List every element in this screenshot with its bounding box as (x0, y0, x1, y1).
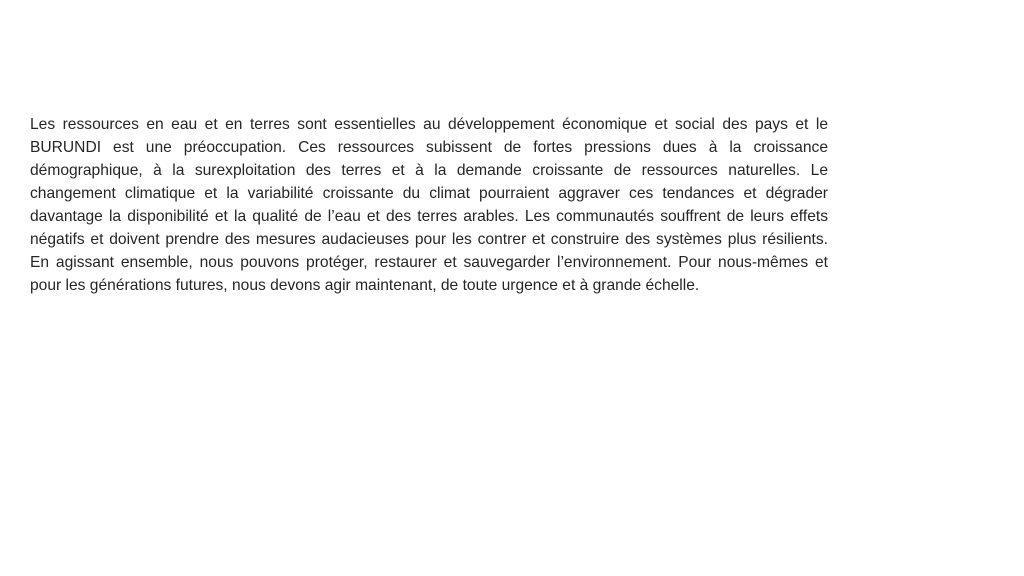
body-paragraph: Les ressources en eau et en terres sont essentielles au développement économique et social des pays et le BURUNDI est une préoccupation. Ces ressources subissent de fortes pressions dues à la croissance démographique, à la surexploitation des terres et à la demande croissante de ressources naturelles. Le changement climatique et la variabilité croissante du climat pourraient aggraver ces tendances et dégrader davantage la disponibilité et la qualité de l’eau et des terres arables. Les communautés souffrent de leurs effets négatifs et doivent prendre des mesures audacieuses pour les contrer et construire des systèmes plus résilients. En agissant ensemble, nous pouvons protéger, restaurer et sauvegarder l’environnement. Pour nous-mêmes et pour les générations futures, nous devons agir maintenant, de toute urgence et à grande échelle. (30, 116, 828, 294)
